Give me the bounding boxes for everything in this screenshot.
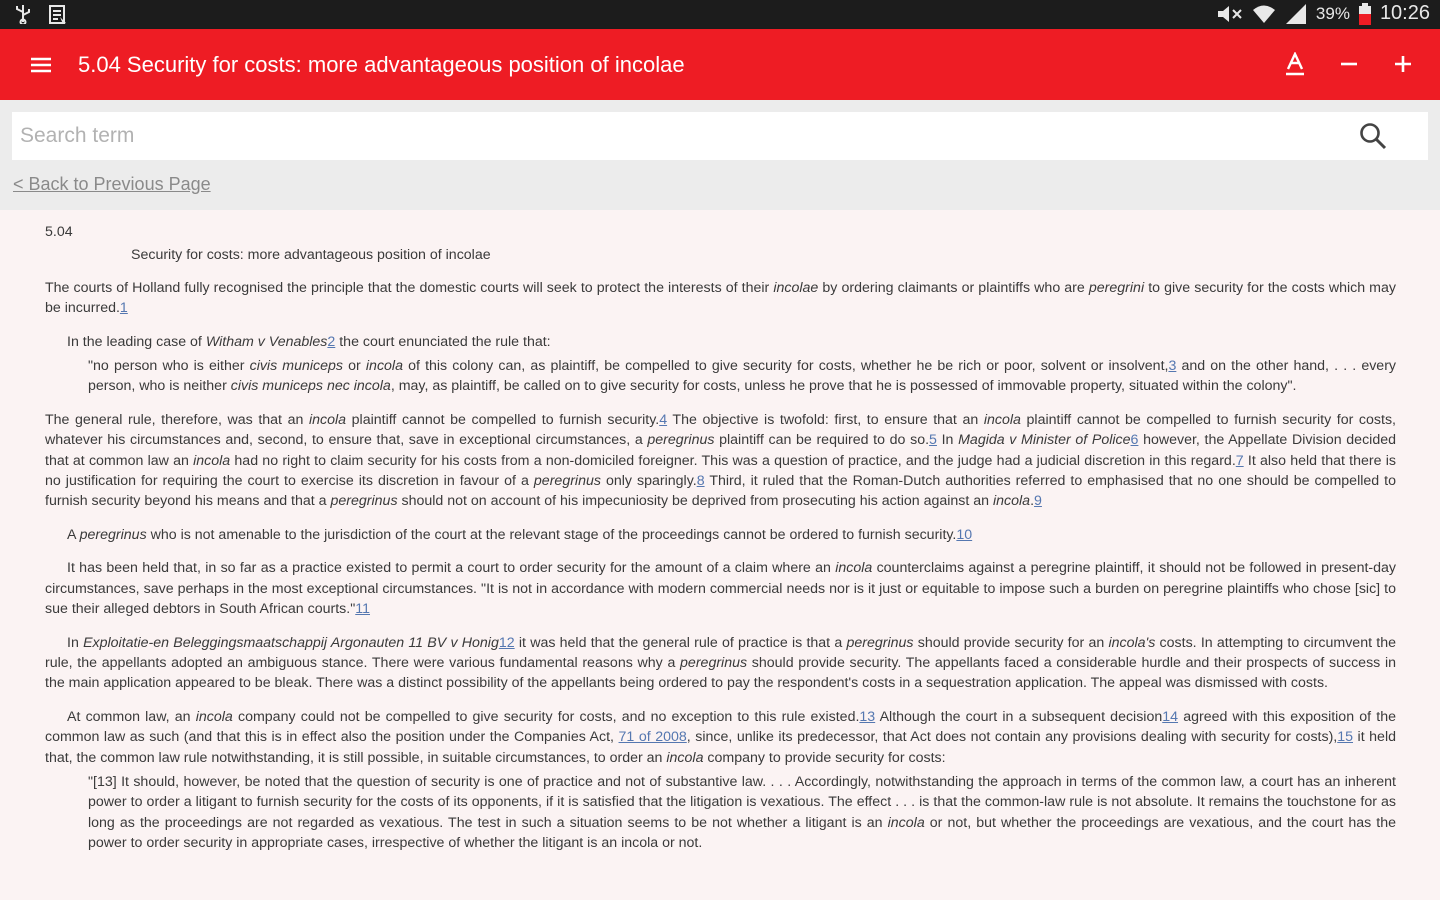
footnote-link[interactable]: 15: [1337, 729, 1354, 746]
footnote-link[interactable]: 8: [696, 473, 705, 490]
footnote-link[interactable]: 11: [355, 601, 370, 618]
footnote-link[interactable]: 5: [929, 432, 937, 449]
section-number: 5.04: [45, 224, 73, 240]
battery-percent: 39%: [1315, 3, 1350, 23]
clipboard-icon: [48, 4, 68, 26]
act-link[interactable]: 71 of 2008: [618, 729, 687, 746]
footnote-link[interactable]: 14: [1162, 708, 1179, 725]
footnote-link[interactable]: 4: [659, 411, 668, 428]
footnote-link[interactable]: 7: [1235, 452, 1244, 469]
footnote-link[interactable]: 3: [1168, 358, 1177, 375]
search-area: [0, 100, 1440, 210]
text-format-icon[interactable]: [1278, 47, 1312, 81]
clock: 10:26: [1379, 2, 1430, 24]
paragraph: In the leading case of Witham v Venables2 the court enunciated the rule that:: [67, 333, 551, 350]
page-title: 5.04 Security for costs: more advantageous position of incolae: [78, 52, 685, 77]
usb-icon: [14, 4, 32, 26]
status-bar: [0, 0, 1440, 29]
zoom-in-icon[interactable]: [1386, 47, 1420, 81]
block-quote: "no person who is either civis municeps or incola of this colony can, as plaintiff, be compelled to give security for costs, whether he be rich or poor, solvent or insolvent,3 and on the other hand, . . . every person, who is neither civis municeps nec incola, may, as plaintiff, be called on to give security for costs, unless he prove that he is possessed of immovable property, situated within the colony".: [88, 358, 1397, 395]
paragraph: In Exploitatie-en Beleggingsmaatschappij Argonauten 11 BV v Honig12 it was held that the general rule of practice is that a peregrinus should provide security for an incola's costs. In attempting to circumvent the rule, the appellants adopted an ambiguous stance. There were various fundamental reasons why a peregrinus should provide security. The appellants faced a considerable hurdle and their prospects of success in the main application appeared to be bleak. There was a distinct possibility of the appellants being ordered to pay the respondent's costs in a sequestration application. The appeal was dismissed with costs.: [45, 634, 1397, 692]
mute-icon: [1216, 4, 1244, 24]
paragraph: The general rule, therefore, was that an incola plaintiff cannot be compelled to furnish security.4 The objective is twofold: first, to ensure that an incola plaintiff cannot be compelled to furnish security for costs, whatever his circumstances and, second, to ensure that, save in exceptional circumstances, a peregrinus plaintiff can be required to do so.5 In Magida v Minister of Police6 however, the Appellate Division decided that at common law an incola had no right to claim security for his costs from a non-domiciled foreigner. This was a question of practice, and the judge had a judicial discretion in this regard.7 It also held that there is no justification for requiring the court to exercise its discretion in favour of a peregrinus only sparingly.8 Third, it ruled that the Roman-Dutch authorities referred to emphasised that no one should be compelled to furnish security beyond his means and that a peregrinus should not on account of his impecuniosity be deprived from prosecuting his action against an incola.9: [45, 411, 1397, 510]
paragraph: A peregrinus who is not amenable to the jurisdiction of the court at the relevant stage of the proceedings cannot be ordered to furnish security.10: [67, 526, 973, 543]
footnote-link[interactable]: 1: [119, 300, 128, 317]
paragraph: The courts of Holland fully recognised the principle that the domestic courts will seek to protect the interests of their incolae by ordering claimants or plaintiffs who are peregrini to give security for the costs which may be incurred.1: [45, 279, 1396, 317]
paragraph: It has been held that, in so far as a practice existed to permit a court to order security for the amount of a claim where an incola counterclaims against a peregrine plaintiff, it should not be followed in present-day circumstances, save perhaps in the most exceptional circumstances. "It is not in accordance with modern commercial needs nor is it just or equitable to impose such a burden on peregrine plaintiffs who chose [sic] to sue their alleged debtors in South African courts."11: [45, 560, 1396, 618]
paragraph: At common law, an incola company could not be compelled to give security for costs, and no exception to this rule existed.13 Although the court in a subsequent decision14 agreed with this exposition of the common law as such (and that this is in effect also the position under the Companies Act, 71 of 2008, since, unlike its predecessor, that Act does not contain any provisions dealing with security for costs),15 it held that, the common law rule notwithstanding, it is still possible, in suitable circumstances, to order an incola company to provide security for costs:: [45, 708, 1396, 766]
document-body: [45, 222, 1396, 854]
footnote-link[interactable]: 9: [1034, 493, 1042, 510]
footnote-link[interactable]: 2: [327, 333, 336, 350]
footnote-link[interactable]: 10: [956, 526, 973, 543]
footnote-link[interactable]: 12: [498, 634, 515, 651]
app-bar: [0, 29, 1440, 100]
section-heading: Security for costs: more advantageous position of incolae: [131, 247, 491, 264]
signal-icon: [1284, 3, 1308, 25]
search-input[interactable]: [20, 120, 1320, 152]
back-to-previous-link[interactable]: < Back to Previous Page: [13, 174, 211, 194]
block-quote: "[13] It should, however, be noted that the question of security is one of practice and not of substantive law. . . . Accordingly, notwithstanding the approach in terms of the common law, a court has an inherent power to order a litigant to furnish security for the costs of its opponents, if it is satisfied that the litigation is vexatious. The effect . . . is that the common-law rule is not absolute. It remains the touchstone for as long as the proceedings are not regarded as vexatious. The test in such a situation seems to be not whether a litigant is an incola or not, but whether the proceedings are vexatious, and the court has the power to order security in appropriate cases, irrespective of whether the litigant is an incola or not.: [88, 773, 1396, 852]
menu-icon[interactable]: [28, 52, 54, 78]
footnote-link[interactable]: 13: [859, 708, 876, 725]
battery-icon: [1358, 3, 1372, 25]
wifi-icon: [1252, 4, 1276, 24]
search-box: [12, 112, 1428, 160]
footnote-link[interactable]: 6: [1130, 432, 1139, 449]
zoom-out-icon[interactable]: [1332, 47, 1366, 81]
search-icon[interactable]: [1358, 121, 1388, 156]
